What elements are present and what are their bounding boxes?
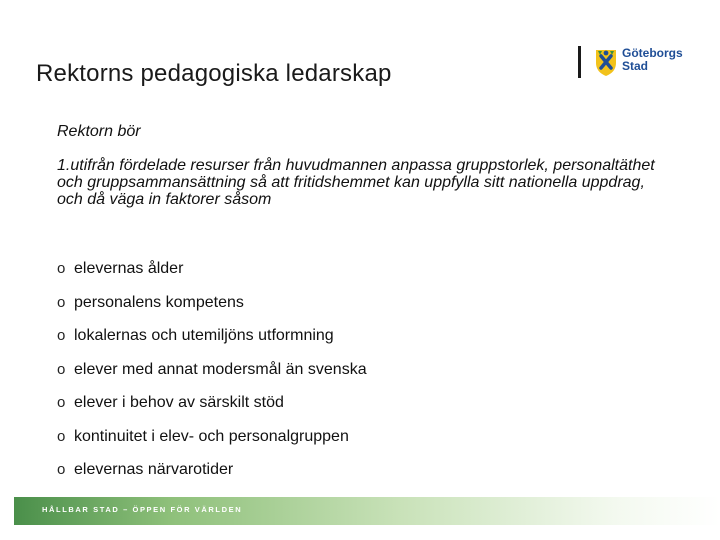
list-item-text: elever med annat modersmål än svenska [74,360,367,378]
bullet-marker: o [57,293,66,311]
list-item [57,393,367,427]
goteborg-logo [578,44,688,80]
logo-text [622,47,683,73]
list-item-text: kontinuitet i elev- och personalgruppen [74,427,349,445]
bullet-marker: o [57,427,66,445]
bullet-marker: o [57,260,66,277]
logo-line-2: Stad [622,59,649,73]
list-item [57,326,367,360]
logo-divider [578,46,581,78]
intro-text: Rektorn bör [57,123,141,140]
bullet-marker: o [57,394,66,411]
list-item-text: lokalernas och utemiljöns utformning [74,327,334,344]
logo-line-1: Göteborgs [622,46,683,60]
goteborg-crest-icon [592,47,620,77]
slide-title: Rektorns pedagogiska ledarskap [36,60,392,87]
list-item [57,427,367,461]
bullet-marker: o [57,327,66,344]
list-item-text: elever i behov av särskilt stöd [74,394,284,411]
factor-list [57,259,367,494]
bullet-marker: o [57,360,66,378]
list-item-text: personalens kompetens [74,293,244,311]
bullet-marker: o [57,461,66,478]
list-item [57,360,367,394]
list-item-text: elevernas närvarotider [74,461,234,478]
list-item [57,259,367,293]
list-item [57,460,367,494]
main-paragraph: 1.utifrån fördelade resurser från huvudmannen anpassa gruppstorlek, personaltäthet och gruppsammansättning så att fritidshemmet kan uppfylla sitt nationella uppdrag, och då väga in faktorer såsom [57,157,655,208]
list-item-text: elevernas ålder [74,260,184,277]
list-item [57,293,367,327]
footer-tagline: HÅLLBAR STAD – ÖPPEN FÖR VÄRLDEN [42,505,243,514]
